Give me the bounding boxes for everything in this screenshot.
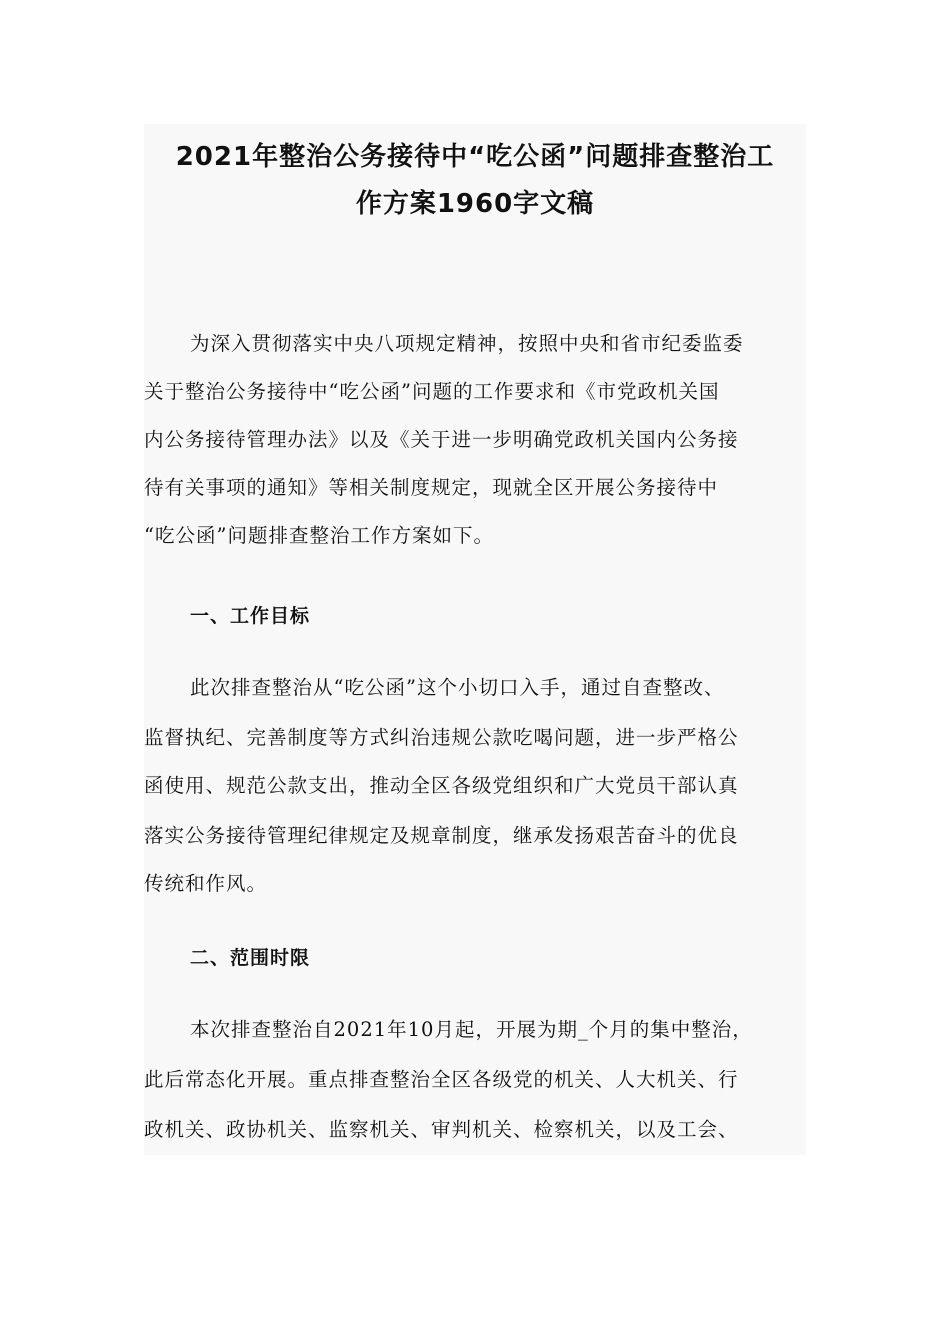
scope-line-1: 本次排查整治自2021年10月起，开展为期_个月的集中整治，: [190, 1018, 753, 1041]
title-line-1: 2021年整治公务接待中“吃公函”问题排查整治工: [175, 142, 775, 172]
intro-line-5: “吃公函”问题排查整治工作方案如下。: [144, 524, 494, 547]
goals-line-1: 此次排查整治从“吃公函”这个小切口入手，通过自查整改、: [190, 676, 725, 699]
goals-line-5: 传统和作风。: [144, 872, 268, 895]
goals-line-3: 函使用、规范公款支出，推动全区各级党组织和广大党员干部认真: [144, 774, 739, 797]
scope-line-2: 此后常态化开展。重点排查整治全区各级党的机关、人大机关、行: [144, 1068, 739, 1091]
intro-line-1: 为深入贯彻落实中央八项规定精神，按照中央和省市纪委监委: [190, 332, 744, 355]
section-heading-scope: 二、范围时限: [190, 947, 311, 969]
document-page: [144, 124, 806, 1155]
intro-line-3: 内公务接待管理办法》以及《关于进一步明确党政机关国内公务接: [144, 428, 739, 451]
goals-line-4: 落实公务接待管理纪律规定及规章制度，继承发扬艰苦奋斗的优良: [144, 824, 739, 847]
intro-line-4: 待有关事项的通知》等相关制度规定，现就全区开展公务接待中: [144, 476, 719, 499]
title-line-2: 作方案1960字文稿: [355, 189, 595, 219]
goals-line-2: 监督执纪、完善制度等方式纠治违规公款吃喝问题，进一步严格公: [144, 726, 739, 749]
scope-line-3: 政机关、政协机关、监察机关、审判机关、检察机关，以及工会、: [144, 1118, 739, 1141]
document-title: [144, 134, 806, 228]
intro-line-2: 关于整治公务接待中“吃公函”问题的工作要求和《市党政机关国: [144, 380, 720, 403]
section-heading-goals: 一、工作目标: [190, 605, 311, 627]
